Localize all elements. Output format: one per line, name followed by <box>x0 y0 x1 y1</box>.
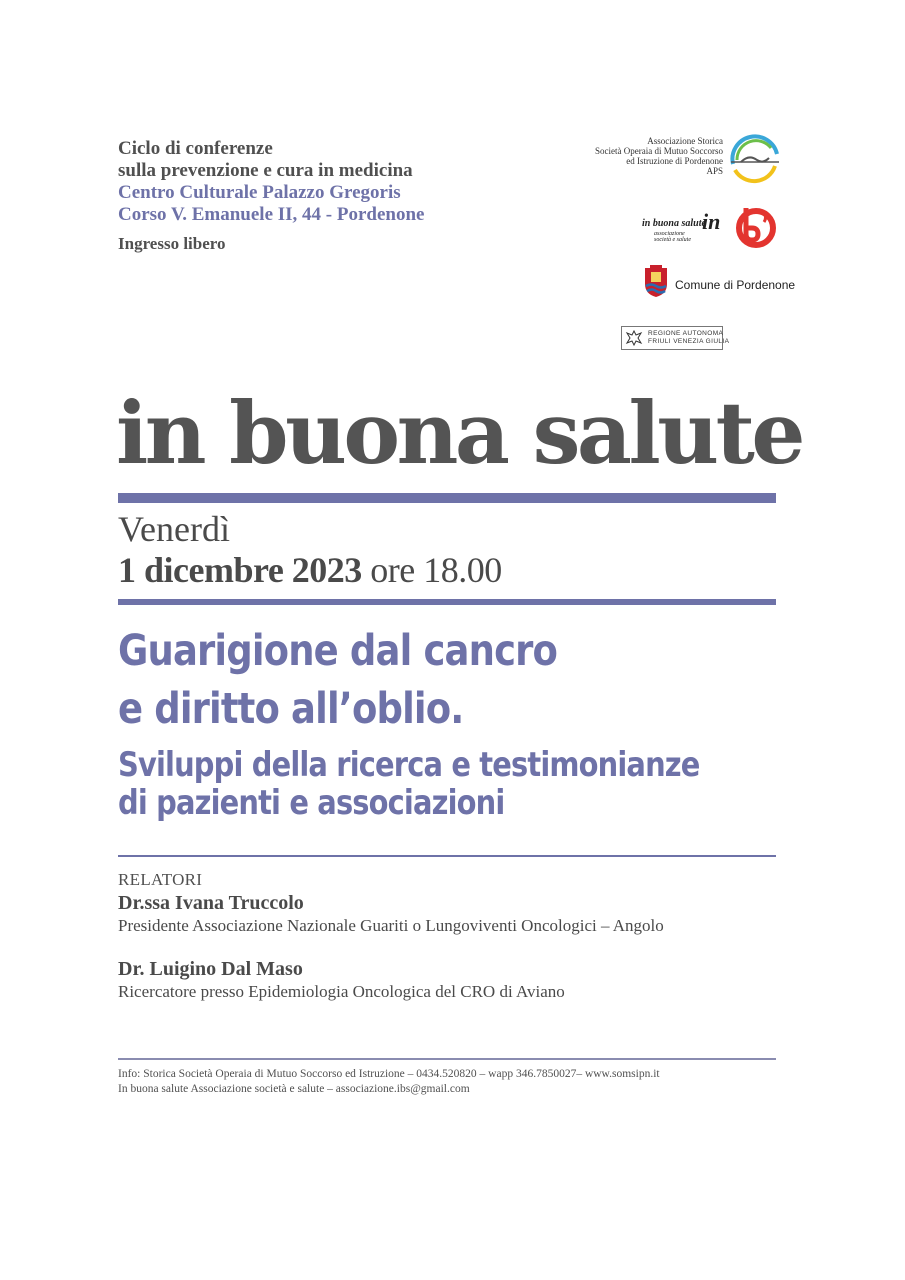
footer-info <box>118 1067 798 1097</box>
conference-topic <box>118 622 798 822</box>
topic-line-3: Sviluppi della ricerca e testimonianze <box>118 745 700 785</box>
soms-logo <box>570 134 785 188</box>
comune-logo <box>643 264 796 298</box>
event-info-header <box>118 138 538 254</box>
region-logo <box>621 326 730 350</box>
admission-note: Ingresso libero <box>118 234 226 253</box>
speaker-role: Presidente Associazione Nazionale Guariti o Lungoviventi Oncologici – Angolo <box>118 916 664 935</box>
speakers-heading: RELATORI <box>118 870 203 889</box>
footer-divider <box>118 1058 776 1060</box>
region-label: REGIONE AUTONOMA FRIULI VENEZIA GIULIA <box>648 330 730 345</box>
ibs-logo-in: in <box>702 209 721 234</box>
speaker-item <box>118 957 808 1003</box>
ibs-mark-icon <box>734 204 778 250</box>
event-datetime <box>118 548 502 592</box>
date-divider <box>118 599 776 605</box>
footer-line-2: In buona salute Associazione società e salute – associazione.ibs@gmail.com <box>118 1083 470 1095</box>
event-date: 1 dicembre 2023 <box>118 550 362 590</box>
address: Corso V. Emanuele II, 44 - Pordenone <box>118 204 425 225</box>
comune-label: Comune di Pordenone <box>675 278 796 292</box>
speaker-name: Dr.ssa Ivana Truccolo <box>118 892 304 914</box>
topic-divider <box>118 855 776 857</box>
speaker-name: Dr. Luigino Dal Maso <box>118 958 303 980</box>
title-divider <box>118 493 776 503</box>
speaker-role: Ricercatore presso Epidemiologia Oncologica del CRO di Aviano <box>118 982 565 1001</box>
speakers-section <box>118 869 808 1003</box>
eagle-icon <box>625 329 643 347</box>
coat-of-arms-icon <box>643 264 669 298</box>
footer-line-1: Info: Storica Società Operaia di Mutuo Soccorso ed Istruzione – 0434.520820 – wapp 346.7850027– www.somsipn.it <box>118 1068 660 1080</box>
ibs-logo <box>640 204 780 250</box>
ibs-logo-sub: associazione società e salute <box>654 231 691 243</box>
event-time: ore 18.00 <box>370 550 502 590</box>
event-day: Venerdì <box>118 509 230 549</box>
series-line-2: sulla prevenzione e cura in medicina <box>118 160 413 181</box>
topic-line-2: e diritto all’oblio. <box>118 684 464 734</box>
page-title: in buona salute <box>116 384 802 484</box>
topic-line-4: di pazienti e associazioni <box>118 783 505 823</box>
ibs-logo-name: in buona salute <box>642 218 706 229</box>
handshake-icon <box>727 134 783 184</box>
topic-line-1: Guarigione dal cancro <box>118 626 558 676</box>
series-line-1: Ciclo di conferenze <box>118 138 273 159</box>
venue: Centro Culturale Palazzo Gregoris <box>118 182 401 203</box>
soms-logo-text: Associazione Storica Società Operaia di Mutuo Soccorso ed Istruzione di Pordenone APS <box>595 136 723 176</box>
speaker-item <box>118 891 808 937</box>
